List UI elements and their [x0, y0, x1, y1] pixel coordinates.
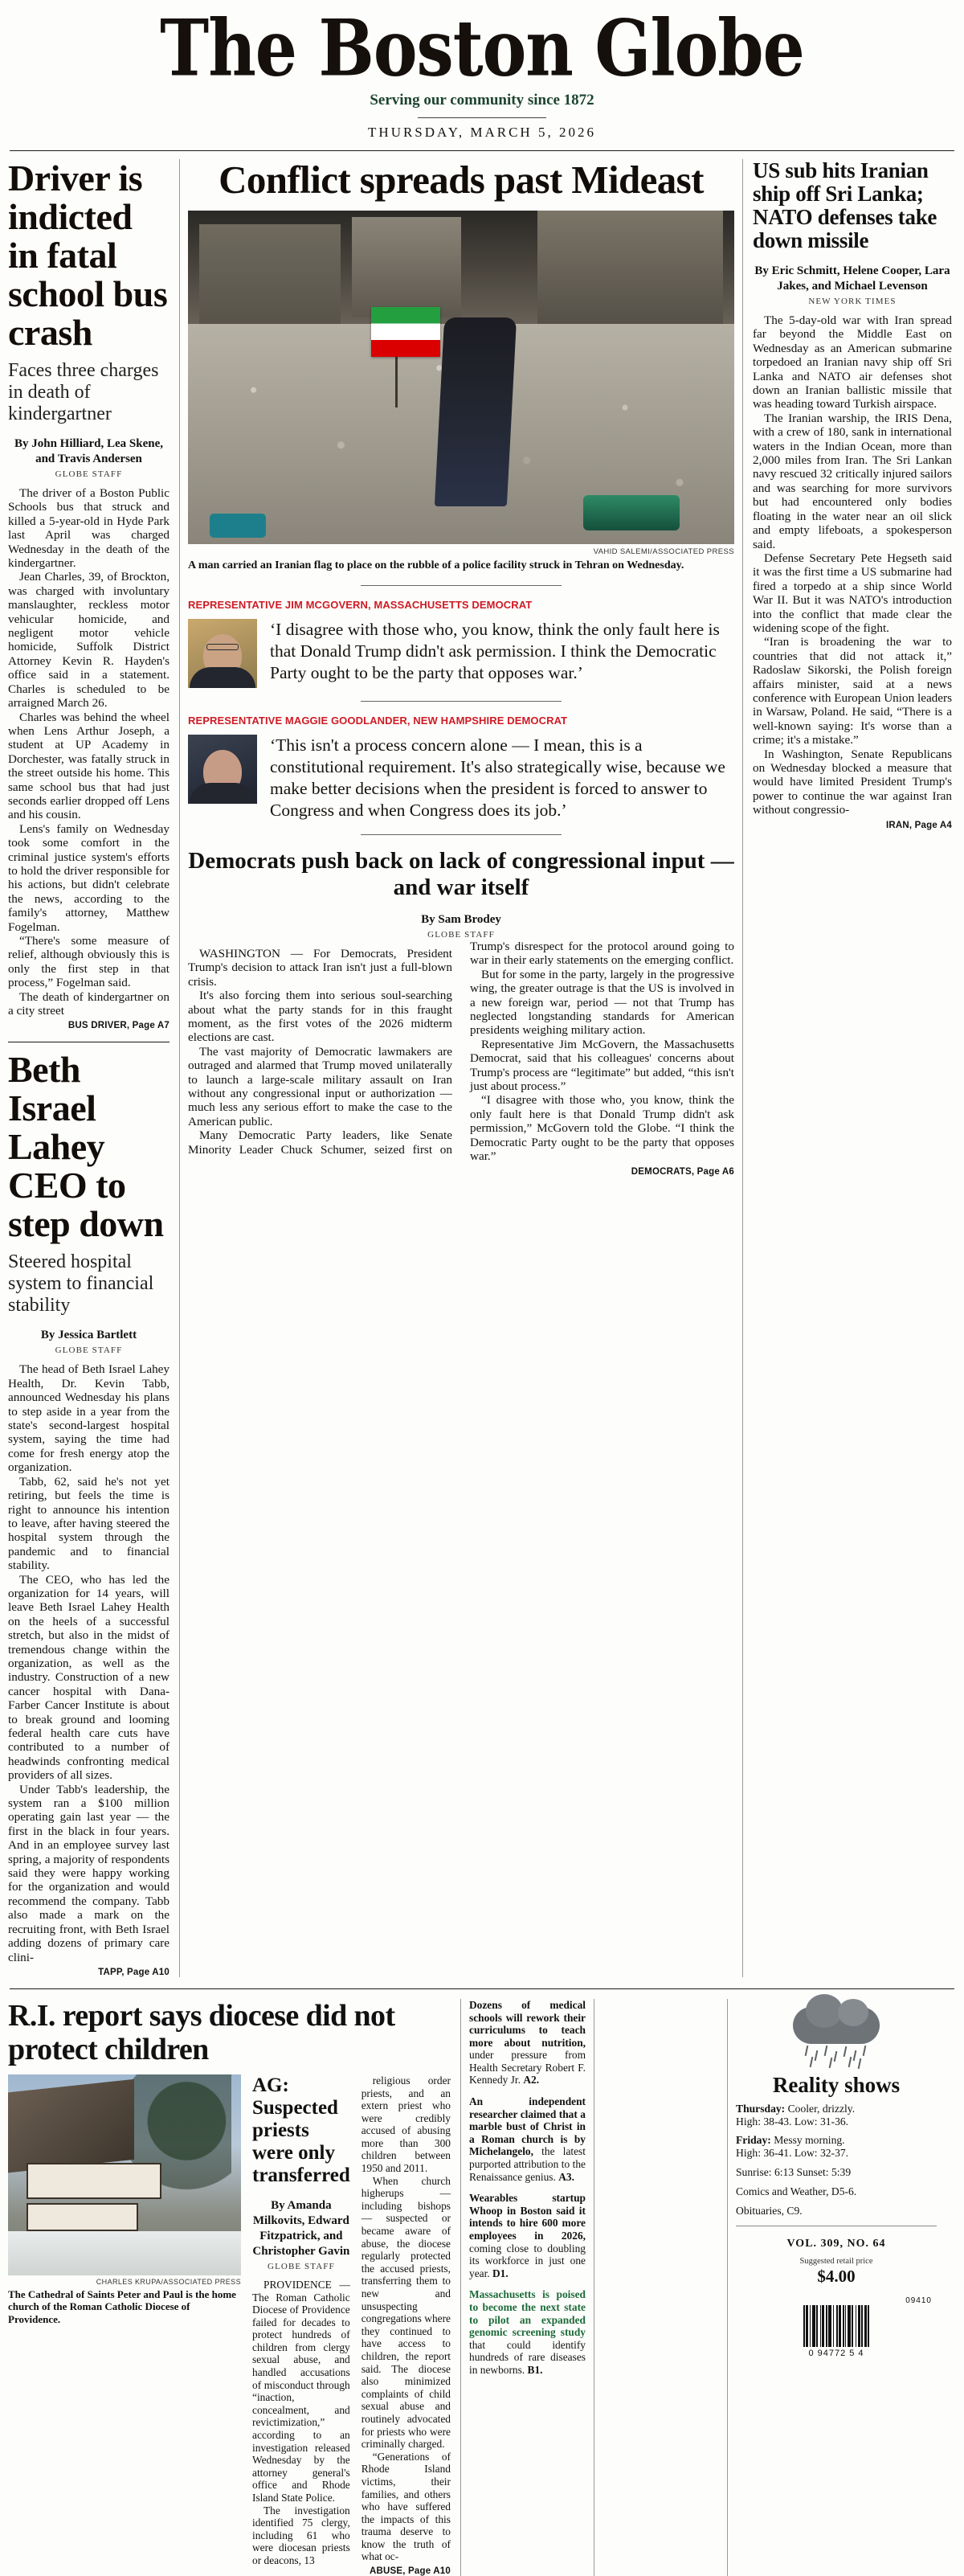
center-divider-2 [361, 701, 562, 702]
date-divider [418, 117, 546, 118]
brief-item-2[interactable] [469, 2192, 586, 2279]
comics-reference[interactable]: Comics and Weather, D5-6. [736, 2185, 857, 2197]
brief-1-lead: An independent researcher claimed that a marble bust of Christ in a Roman church is by Michelangelo, [469, 2095, 586, 2158]
pullquote-mcgovern-label: REPRESENTATIVE JIM MCGOVERN, MASSACHUSETTS DEMOCRAT [188, 599, 533, 611]
newspaper-title: The Boston Globe [160, 2, 804, 94]
story-beth-israel[interactable] [8, 1050, 170, 1976]
bottom-grid [6, 1999, 958, 2576]
bus-driver-credit: GLOBE STAFF [55, 469, 123, 479]
publication-date: THURSDAY, MARCH 5, 2026 [368, 125, 596, 140]
ri-diocese-credit: GLOBE STAFF [268, 2261, 335, 2271]
ri-diocese-photo-credit: CHARLES KRUPA/ASSOCIATED PRESS [96, 2277, 241, 2286]
democrats-jumpline[interactable]: DEMOCRATS, Page A6 [631, 1166, 734, 1177]
beth-israel-para-1: Tabb, 62, said he's not yet retiring, but feels the time is right to announce his intention to leave, after having steered the hospital system through the pandemic and to financial stability. [8, 1474, 170, 1573]
weather-tomorrow-temps: High: 36-41. Low: 32-37. [736, 2146, 849, 2159]
story-bus-driver[interactable] [8, 159, 170, 1030]
brief-0-rest: under pressure from Health Secretary Robert F. Kennedy Jr. [469, 2049, 586, 2087]
briefs-column-left [461, 1999, 594, 2576]
bus-driver-para-3: Lens's family on Wednesday took some comfort in the criminal justice system's efforts to hold the driver responsible for his actions, but didn't celebrate the news, according to the family's attorney, Matthew Fogelman. [8, 821, 170, 934]
democrats-para-5: Representative Jim McGovern, the Massachusetts Democrat, said that his colleagues' concerns about Trump's process are “legitimate” but added, “this isn't just about process.” [470, 1037, 734, 1094]
bus-driver-para-4: “There's some measure of relief, although obviously this is only the first step in that process,” Fogelman said. [8, 934, 170, 990]
democrats-para-3: Many Democratic Party leaders, like Senate Minority Leader Chuck Schumer, seized first on Trump's disrespect for the protocol around going to war in their early statements on the emerging conflict. [188, 940, 734, 1157]
bottom-section-divider [10, 1988, 954, 1989]
photo-cathedral-roof [8, 2079, 134, 2174]
photo-debris-teal [210, 514, 266, 538]
barcode-bars [803, 2305, 869, 2347]
lead-photo [188, 211, 734, 544]
democrats-credit: GLOBE STAFF [427, 930, 495, 940]
ri-diocese-para-4: “Generations of Rhode Island victims, their families, and others who have suffered the impacts of this trauma deserve to know the truth of what oc- [361, 2450, 451, 2563]
iranian-flag-icon [371, 307, 440, 357]
brief-3-lead: Massachusetts is poised to become the next state to pilot an expanded genomic screening study [469, 2288, 586, 2339]
ri-diocese-byline: By Amanda Milkovits, Edward Fitzpatrick, and Christopher Gavin [252, 2198, 350, 2258]
pullquote-mcgovern [188, 599, 734, 688]
democrats-para-0: WASHINGTON — For Democrats, President Trump's decision to attack Iran isn't just a full-blown crisis. [188, 947, 452, 989]
iran-sub-headline: US sub hits Iranian ship off Sri Lanka; NATO defenses take down missile [753, 158, 937, 252]
democrats-para-4: But for some in the party, largely in the progressive wing, the greater outrage is that the US is involved in a new foreign war, period — not that Trump has neglected longstanding standards for American presidents weighing military action. [470, 967, 734, 1038]
weather-today-label: Thursday: [736, 2102, 786, 2115]
bus-driver-para-5: The death of kindergartner on a city street [8, 989, 170, 1018]
story-ri-diocese[interactable] [6, 1999, 460, 2576]
pullquote-goodlander-text: ‘This isn't a process concern alone — I mean, this is a constitutional requirement. It's also strategically wise, because we make better decisions when the president is forced to answer to Congress and when Congress does its job.’ [270, 735, 725, 820]
ri-diocese-photo [8, 2074, 241, 2275]
briefs-column-right [594, 1999, 727, 2576]
photo-person [435, 317, 517, 506]
pullquote-goodlander-label: REPRESENTATIVE MAGGIE GOODLANDER, NEW HAMPSHIRE DEMOCRAT [188, 715, 568, 727]
barcode-number: 0 94772 5 4 [808, 2348, 864, 2358]
iran-sub-para-0: The 5-day-old war with Iran spread far beyond the Middle East on Wednesday as an American submarine torpedoed an Iranian navy ship off Sri Lanka and NATO air defenses shot down an Iranian ballistic missile that was heading toward Turkish airspace. [753, 313, 952, 412]
weather-sun-times: Sunrise: 6:13 Sunset: 5:39 [736, 2165, 852, 2178]
democrats-headline: Democrats push back on lack of congressional input — and war itself [188, 848, 734, 900]
left-column [6, 159, 179, 1977]
weather-tomorrow-text: Messy morning. [770, 2133, 845, 2146]
header-divider [10, 150, 954, 151]
beth-israel-para-0: The head of Beth Israel Lahey Health, Dr. Kevin Tabb, announced Wednesday his plans to step aside in a year from the state's second-largest hospital system, saying the time had come for fresh energy atop the organization. [8, 1362, 170, 1475]
bus-driver-byline: By John Hilliard, Lea Skene, and Travis Andersen [14, 437, 164, 465]
masthead [6, 0, 958, 141]
lead-photo-caption: A man carried an Iranian flag to place on the rubble of a police facility struck in Tehran on Wednesday. [188, 559, 684, 571]
brief-item-3[interactable] [469, 2288, 586, 2376]
weather-box [728, 1999, 945, 2576]
iran-sub-para-1: The Iranian warship, the IRIS Dena, with a crew of 180, sank in international waters in the Indian Ocean, more than 2,000 miles from Iran. The Sri Lankan navy rescued 32 critically injured sailors and was searching for more survivors but had encountered only bodies floating in the water near an oil slick and empty lifeboats, a spokesperson said. [753, 411, 952, 551]
bus-driver-para-2: Charles was behind the wheel when Lens Arthur Joseph, a student at UP Academy in Dorchester, was fatally struck in the street outside his home. This same school bus that had just seconds earlier dropped off Lens and his cousin. [8, 710, 170, 822]
story-iran-sub[interactable] [753, 159, 952, 830]
barcode-top-number: 09410 [905, 2295, 932, 2305]
center-column [180, 159, 742, 1977]
bus-driver-headline: Driver is indicted in fatal school bus crash [8, 158, 168, 353]
pullquote-mcgovern-text: ‘I disagree with those who, you know, think the only fault here is that Donald Trump didn't ask permission. I think the Democratic Party ought to be the party that opposes war.’ [270, 620, 720, 682]
photo-building-mid [352, 217, 461, 317]
right-column [743, 159, 954, 1977]
brief-item-0[interactable] [469, 1999, 586, 2087]
ri-diocese-para-3: When church higherups — including bishops — suspected or became aware of abuse, the diocese regularly protected the accused priests, transferring them to new and unsuspecting congregations where they continued to have access to children, the report said. The diocese also minimized complaints of child sexual abuse and routinely advocated for priests who were criminally charged. [361, 2174, 451, 2451]
barcode [736, 2296, 937, 2358]
ri-diocese-para-2: religious order priests, and an extern priest who were credibly accused of abusing more than 300 children between 1950 and 2011. [361, 2074, 451, 2175]
weather-today-temps: High: 38-43. Low: 31-36. [736, 2115, 849, 2128]
brief-2-lead: Wearables startup Whoop in Boston said it intends to hire 600 more employees in 2026, [469, 2192, 586, 2242]
democrats-body [188, 940, 734, 1164]
brief-0-lead: Dozens of medical schools will rework their curriculums to teach more about nutrition, [469, 1998, 586, 2049]
pullquote-goodlander [188, 715, 734, 821]
bus-driver-para-1: Jean Charles, 39, of Brockton, was charged with involuntary manslaughter, reckless motor vehicular homicide, and negligent motor vehicle homicide, Suffolk District Attorney Kevin R. Hayden's office said in a statement. Charles is scheduled to be arraigned March 26. [8, 570, 170, 711]
brief-0-ref[interactable]: A2. [523, 2074, 540, 2087]
weather-title: Reality shows [772, 2072, 901, 2097]
brief-1-rest: the latest purported attribution to the Renaissance genius. [469, 2145, 586, 2183]
beth-israel-headline: Beth Israel Lahey CEO to step down [8, 1049, 164, 1245]
iran-sub-para-3: “Iran is broadening the war to countries that did not attack it,” Radoslaw Sikorski, the Polish foreign affairs minister, said at a news conference with European Union leaders in Warsaw, Poland. He said, “There is a well-known saying: It's worse than a crime; it's a mistake.” [753, 635, 952, 747]
ri-diocese-para-1: The investigation identified 75 clergy, including 61 who were diocesan priests or deacons, 13 [252, 2504, 350, 2566]
obituaries-reference[interactable]: Obituaries, C9. [736, 2204, 803, 2217]
brief-2-ref[interactable]: D1. [492, 2267, 509, 2279]
iran-sub-byline: By Eric Schmitt, Helene Cooper, Lara Jakes, and Michael Levenson [754, 264, 950, 293]
photo-snow [8, 2231, 241, 2275]
ri-diocese-photo-caption: The Cathedral of Saints Peter and Paul is the home church of the Roman Catholic Diocese of Providence. [8, 2287, 236, 2325]
bus-driver-para-0: The driver of a Boston Public Schools bus that struck and killed a 5-year-old in Hyde Park last April was charged Wednesday in the death of the kindergartner. [8, 486, 170, 571]
story-democrats[interactable] [188, 848, 734, 1177]
main-content-grid [6, 159, 958, 1977]
democrats-para-2: The vast majority of Democratic lawmakers are outraged and alarmed that Trump moved unilaterally to launch a large-scale military assault on Iran without any congressional input or authorization — much less any serious effort to make the case to the American public. [188, 1044, 452, 1128]
center-divider-3 [361, 834, 562, 835]
democrats-byline: By Sam Brodey [421, 913, 501, 926]
beth-israel-para-3: Under Tabb's leadership, the system ran a $100 million operating gain last year — the first in the black in four years. And in an employee survey last spring, a majority of respondents said they were happy working for the organization and would recommend the company. Tabb also made a mark on the recruiting front, with Beth Israel adding dozens of primary care clini- [8, 1782, 170, 1964]
bus-driver-deck: Faces three charges in death of kindergartner [8, 360, 159, 424]
brief-2-rest: coming close to doubling its workforce in just one year. [469, 2242, 586, 2279]
brief-3-rest: that could identify hundreds of rare diseases in newborns. [469, 2338, 586, 2376]
weather-tomorrow [736, 2134, 937, 2160]
price-value: $4.00 [817, 2266, 856, 2286]
brief-item-1[interactable] [469, 2095, 586, 2183]
beth-israel-deck: Steered hospital system to financial stability [8, 1251, 154, 1317]
beth-israel-credit: GLOBE STAFF [55, 1345, 123, 1356]
photo-debris-green [583, 495, 680, 530]
volume-number: VOL. 309, NO. 64 [786, 2237, 886, 2250]
bus-driver-jumpline[interactable]: BUS DRIVER, Page A7 [67, 1021, 170, 1031]
iran-sub-credit: NEW YORK TIMES [808, 297, 897, 306]
weather-rain-icon [788, 2002, 884, 2071]
democrats-para-1: It's also forcing them into serious soul-searching about what the party stands for in this fraught moment, as the first votes of the 2026 midterm elections are cast. [188, 989, 452, 1045]
beth-israel-jumpline[interactable]: TAPP, Page A10 [98, 1967, 170, 1977]
iran-sub-para-4: In Washington, Senate Republicans on Wednesday blocked a measure that would have limited President Trump's power to continue the war against Iran without congressio- [753, 747, 952, 817]
weather-today [736, 2103, 937, 2128]
lead-headline: Conflict spreads past Mideast [219, 158, 704, 202]
masthead-tagline: Serving our community since 1872 [370, 92, 594, 109]
ri-diocese-headline: R.I. report says diocese did not protect children [8, 1998, 395, 2066]
democrats-para-6: “I disagree with those who, you know, think the only fault here is that Donald Trump didn't ask permission,” McGovern told the Globe. “I think the Democratic Party ought to be the party that opposes war.” [470, 1093, 734, 1164]
price-note: Suggested retail price [799, 2256, 873, 2266]
weather-tomorrow-label: Friday: [736, 2133, 771, 2146]
ri-diocese-subheadline: AG: Suspected priests were only transferred [252, 2074, 350, 2186]
iran-sub-jumpline[interactable]: IRAN, Page A4 [885, 820, 952, 830]
center-divider-1 [361, 585, 562, 586]
brief-3-ref[interactable]: B1. [527, 2363, 543, 2376]
brief-1-ref[interactable]: A3. [558, 2170, 574, 2183]
lead-photo-credit: VAHID SALEMI/ASSOCIATED PRESS [593, 547, 734, 556]
beth-israel-para-2: The CEO, who has led the organization for 14 years, will leave Beth Israel Lahey Health on the heels of a successful stretch, but also in the midst of tremendous change within the organization, as well as the industry. Construction of a new cancer hospital with Dana-Farber Cancer Institute is about to break ground and looming federal health care cuts have contributed to a number of headwinds confronting medical providers of all sizes. [8, 1572, 170, 1783]
ri-diocese-jumpline[interactable]: ABUSE, Page A10 [370, 2566, 451, 2576]
photo-sign-parish [27, 2163, 161, 2199]
avatar-goodlander [188, 735, 257, 804]
ri-diocese-para-0: PROVIDENCE — The Roman Catholic Diocese of Providence failed for decades to protect hundreds of children from clergy sexual abuse, and handled accusations of misconduct through “inaction, concealment, and revictimization,” according to an investigation released Wednesday by the attorney general's office and Rhode Island State Police. [252, 2278, 350, 2504]
weather-today-text: Cooler, drizzly. [785, 2102, 856, 2115]
beth-israel-byline: By Jessica Bartlett [40, 1329, 137, 1342]
photo-sign-entrance [27, 2203, 138, 2231]
iran-sub-para-2: Defense Secretary Pete Hegseth said it was the first time a US submarine had fired a torpedo at a ship since World War II. But it was NATO's introduction into the conflict that made clear the widening scope of the fight. [753, 551, 952, 635]
avatar-mcgovern [188, 619, 257, 688]
